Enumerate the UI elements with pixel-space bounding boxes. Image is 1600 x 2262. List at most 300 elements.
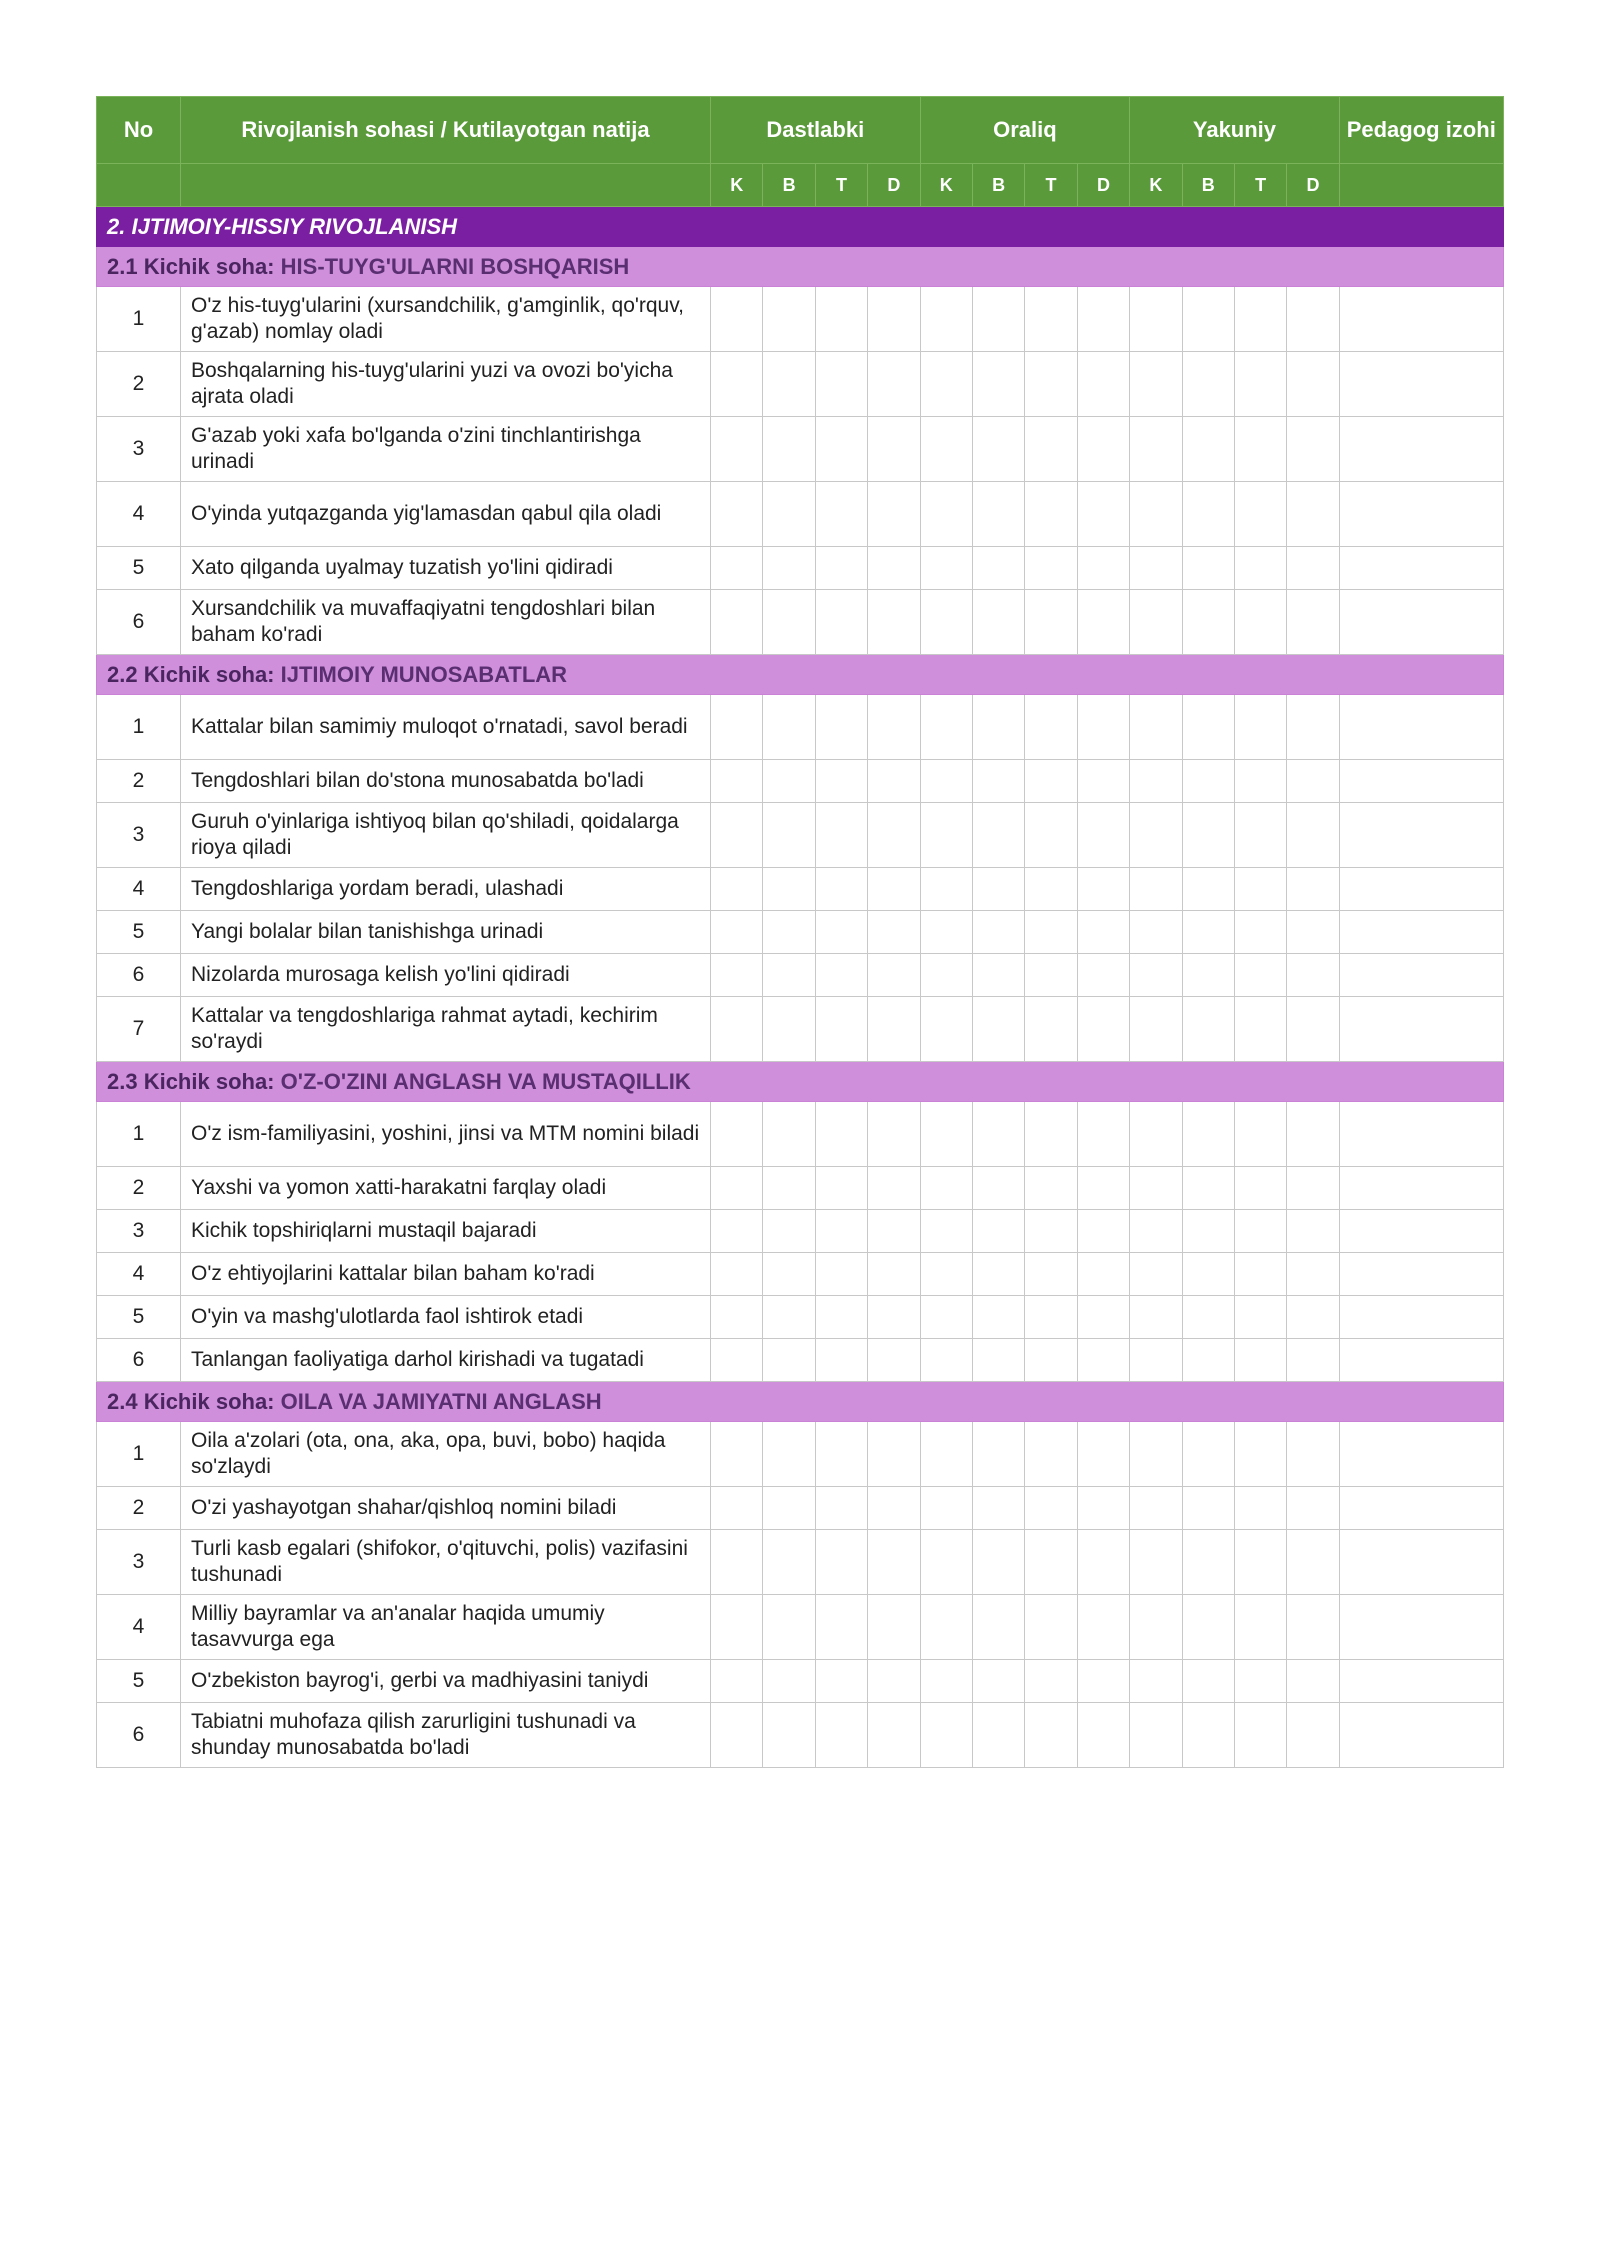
score-cell[interactable] [920,1660,972,1703]
score-cell[interactable] [920,547,972,590]
score-cell[interactable] [763,1339,815,1382]
score-cell[interactable] [1130,1595,1182,1660]
score-cell[interactable] [1182,1102,1234,1167]
score-cell[interactable] [868,482,920,547]
score-cell[interactable] [920,1296,972,1339]
score-cell[interactable] [1130,868,1182,911]
score-cell[interactable] [1234,695,1286,760]
score-cell[interactable] [815,590,867,655]
score-cell[interactable] [972,997,1024,1062]
score-cell[interactable] [815,1253,867,1296]
score-cell[interactable] [1077,1253,1129,1296]
score-cell[interactable] [1130,1339,1182,1382]
score-cell[interactable] [1287,1296,1339,1339]
score-cell[interactable] [1025,1210,1077,1253]
score-cell[interactable] [1130,417,1182,482]
score-cell[interactable] [868,803,920,868]
score-cell[interactable] [1182,868,1234,911]
score-cell[interactable] [711,590,763,655]
score-cell[interactable] [711,1487,763,1530]
teacher-note-cell[interactable] [1339,1703,1503,1768]
score-cell[interactable] [1025,954,1077,997]
teacher-note-cell[interactable] [1339,417,1503,482]
score-cell[interactable] [1025,911,1077,954]
score-cell[interactable] [920,1703,972,1768]
teacher-note-cell[interactable] [1339,287,1503,352]
score-cell[interactable] [763,1703,815,1768]
score-cell[interactable] [711,695,763,760]
score-cell[interactable] [1025,287,1077,352]
score-cell[interactable] [711,1530,763,1595]
score-cell[interactable] [1025,590,1077,655]
score-cell[interactable] [1234,547,1286,590]
score-cell[interactable] [1234,1253,1286,1296]
score-cell[interactable] [868,1487,920,1530]
teacher-note-cell[interactable] [1339,1167,1503,1210]
score-cell[interactable] [972,1530,1024,1595]
score-cell[interactable] [815,482,867,547]
score-cell[interactable] [1287,1102,1339,1167]
score-cell[interactable] [1077,1703,1129,1768]
teacher-note-cell[interactable] [1339,954,1503,997]
score-cell[interactable] [1025,868,1077,911]
score-cell[interactable] [920,1595,972,1660]
score-cell[interactable] [815,1210,867,1253]
score-cell[interactable] [972,1102,1024,1167]
score-cell[interactable] [1234,1660,1286,1703]
score-cell[interactable] [815,997,867,1062]
score-cell[interactable] [1234,1210,1286,1253]
score-cell[interactable] [1182,1487,1234,1530]
score-cell[interactable] [1287,1167,1339,1210]
score-cell[interactable] [868,911,920,954]
score-cell[interactable] [763,1253,815,1296]
score-cell[interactable] [711,352,763,417]
score-cell[interactable] [1182,760,1234,803]
score-cell[interactable] [1234,287,1286,352]
score-cell[interactable] [1287,547,1339,590]
score-cell[interactable] [920,482,972,547]
score-cell[interactable] [1234,352,1286,417]
score-cell[interactable] [1077,760,1129,803]
score-cell[interactable] [1182,1703,1234,1768]
score-cell[interactable] [1130,760,1182,803]
score-cell[interactable] [1130,1253,1182,1296]
score-cell[interactable] [1130,1703,1182,1768]
score-cell[interactable] [815,760,867,803]
score-cell[interactable] [868,760,920,803]
score-cell[interactable] [763,1660,815,1703]
score-cell[interactable] [1234,590,1286,655]
score-cell[interactable] [711,997,763,1062]
score-cell[interactable] [1287,1703,1339,1768]
score-cell[interactable] [815,1703,867,1768]
score-cell[interactable] [711,803,763,868]
score-cell[interactable] [763,997,815,1062]
score-cell[interactable] [1025,352,1077,417]
score-cell[interactable] [1287,417,1339,482]
teacher-note-cell[interactable] [1339,1422,1503,1487]
score-cell[interactable] [1287,1339,1339,1382]
score-cell[interactable] [868,590,920,655]
teacher-note-cell[interactable] [1339,1296,1503,1339]
score-cell[interactable] [711,287,763,352]
score-cell[interactable] [815,1102,867,1167]
score-cell[interactable] [815,1422,867,1487]
score-cell[interactable] [711,547,763,590]
score-cell[interactable] [711,1703,763,1768]
score-cell[interactable] [868,1660,920,1703]
score-cell[interactable] [763,1210,815,1253]
score-cell[interactable] [763,547,815,590]
score-cell[interactable] [1234,1487,1286,1530]
score-cell[interactable] [711,1339,763,1382]
score-cell[interactable] [815,1167,867,1210]
score-cell[interactable] [1182,1167,1234,1210]
score-cell[interactable] [1130,287,1182,352]
score-cell[interactable] [1182,954,1234,997]
score-cell[interactable] [972,695,1024,760]
score-cell[interactable] [1287,1530,1339,1595]
score-cell[interactable] [1287,1487,1339,1530]
teacher-note-cell[interactable] [1339,482,1503,547]
score-cell[interactable] [763,954,815,997]
teacher-note-cell[interactable] [1339,868,1503,911]
score-cell[interactable] [1025,1703,1077,1768]
score-cell[interactable] [868,352,920,417]
score-cell[interactable] [972,1487,1024,1530]
teacher-note-cell[interactable] [1339,1487,1503,1530]
score-cell[interactable] [920,997,972,1062]
score-cell[interactable] [1287,482,1339,547]
score-cell[interactable] [1077,1422,1129,1487]
score-cell[interactable] [972,1660,1024,1703]
score-cell[interactable] [815,1296,867,1339]
score-cell[interactable] [920,760,972,803]
score-cell[interactable] [763,287,815,352]
score-cell[interactable] [1077,1530,1129,1595]
score-cell[interactable] [1234,760,1286,803]
score-cell[interactable] [763,803,815,868]
score-cell[interactable] [972,590,1024,655]
score-cell[interactable] [1077,547,1129,590]
score-cell[interactable] [1182,695,1234,760]
score-cell[interactable] [972,1422,1024,1487]
score-cell[interactable] [1025,547,1077,590]
score-cell[interactable] [1130,911,1182,954]
score-cell[interactable] [1234,417,1286,482]
score-cell[interactable] [815,695,867,760]
score-cell[interactable] [972,760,1024,803]
score-cell[interactable] [1130,590,1182,655]
score-cell[interactable] [1234,1703,1286,1768]
score-cell[interactable] [972,1253,1024,1296]
score-cell[interactable] [1287,1660,1339,1703]
score-cell[interactable] [1025,997,1077,1062]
teacher-note-cell[interactable] [1339,547,1503,590]
score-cell[interactable] [711,911,763,954]
score-cell[interactable] [920,695,972,760]
score-cell[interactable] [920,352,972,417]
score-cell[interactable] [1077,1660,1129,1703]
score-cell[interactable] [1130,547,1182,590]
score-cell[interactable] [1077,352,1129,417]
score-cell[interactable] [972,803,1024,868]
score-cell[interactable] [763,1422,815,1487]
score-cell[interactable] [1077,695,1129,760]
score-cell[interactable] [868,1703,920,1768]
score-cell[interactable] [920,417,972,482]
score-cell[interactable] [920,868,972,911]
score-cell[interactable] [972,911,1024,954]
score-cell[interactable] [1025,1530,1077,1595]
score-cell[interactable] [1130,1660,1182,1703]
score-cell[interactable] [1077,1296,1129,1339]
score-cell[interactable] [1025,1595,1077,1660]
score-cell[interactable] [1025,1339,1077,1382]
score-cell[interactable] [868,1422,920,1487]
score-cell[interactable] [920,1487,972,1530]
score-cell[interactable] [711,482,763,547]
score-cell[interactable] [763,1487,815,1530]
score-cell[interactable] [1182,1339,1234,1382]
score-cell[interactable] [1234,1530,1286,1595]
score-cell[interactable] [920,590,972,655]
score-cell[interactable] [868,1167,920,1210]
score-cell[interactable] [972,547,1024,590]
score-cell[interactable] [1130,954,1182,997]
score-cell[interactable] [1077,1167,1129,1210]
score-cell[interactable] [1077,1595,1129,1660]
score-cell[interactable] [1130,1487,1182,1530]
score-cell[interactable] [972,954,1024,997]
score-cell[interactable] [920,954,972,997]
score-cell[interactable] [815,803,867,868]
teacher-note-cell[interactable] [1339,1102,1503,1167]
teacher-note-cell[interactable] [1339,1530,1503,1595]
score-cell[interactable] [920,1339,972,1382]
score-cell[interactable] [1287,911,1339,954]
score-cell[interactable] [1234,1595,1286,1660]
score-cell[interactable] [1025,482,1077,547]
score-cell[interactable] [1025,1102,1077,1167]
score-cell[interactable] [1287,868,1339,911]
teacher-note-cell[interactable] [1339,911,1503,954]
teacher-note-cell[interactable] [1339,352,1503,417]
score-cell[interactable] [763,911,815,954]
score-cell[interactable] [1182,1530,1234,1595]
score-cell[interactable] [1182,1210,1234,1253]
score-cell[interactable] [1182,997,1234,1062]
score-cell[interactable] [1287,287,1339,352]
score-cell[interactable] [1130,1296,1182,1339]
score-cell[interactable] [1077,1339,1129,1382]
score-cell[interactable] [1287,1422,1339,1487]
score-cell[interactable] [1287,352,1339,417]
score-cell[interactable] [1234,868,1286,911]
score-cell[interactable] [1182,803,1234,868]
score-cell[interactable] [1287,760,1339,803]
score-cell[interactable] [1234,803,1286,868]
score-cell[interactable] [1130,997,1182,1062]
score-cell[interactable] [711,760,763,803]
score-cell[interactable] [815,1595,867,1660]
teacher-note-cell[interactable] [1339,760,1503,803]
score-cell[interactable] [868,997,920,1062]
score-cell[interactable] [1234,1339,1286,1382]
score-cell[interactable] [763,760,815,803]
score-cell[interactable] [1025,1422,1077,1487]
score-cell[interactable] [1130,1530,1182,1595]
score-cell[interactable] [763,1530,815,1595]
score-cell[interactable] [1025,760,1077,803]
score-cell[interactable] [1287,997,1339,1062]
score-cell[interactable] [920,803,972,868]
score-cell[interactable] [1077,868,1129,911]
score-cell[interactable] [763,695,815,760]
score-cell[interactable] [868,1253,920,1296]
score-cell[interactable] [711,1167,763,1210]
teacher-note-cell[interactable] [1339,1339,1503,1382]
score-cell[interactable] [1287,954,1339,997]
score-cell[interactable] [1077,1102,1129,1167]
score-cell[interactable] [1130,803,1182,868]
score-cell[interactable] [815,911,867,954]
score-cell[interactable] [711,868,763,911]
score-cell[interactable] [972,1167,1024,1210]
score-cell[interactable] [1025,803,1077,868]
score-cell[interactable] [1077,417,1129,482]
score-cell[interactable] [972,1339,1024,1382]
score-cell[interactable] [1182,287,1234,352]
score-cell[interactable] [972,417,1024,482]
score-cell[interactable] [815,1530,867,1595]
score-cell[interactable] [815,868,867,911]
score-cell[interactable] [1077,911,1129,954]
score-cell[interactable] [1182,1595,1234,1660]
teacher-note-cell[interactable] [1339,1660,1503,1703]
score-cell[interactable] [763,1102,815,1167]
score-cell[interactable] [1077,482,1129,547]
score-cell[interactable] [1234,911,1286,954]
score-cell[interactable] [1182,1296,1234,1339]
score-cell[interactable] [1077,803,1129,868]
score-cell[interactable] [868,287,920,352]
teacher-note-cell[interactable] [1339,803,1503,868]
score-cell[interactable] [972,482,1024,547]
teacher-note-cell[interactable] [1339,1595,1503,1660]
teacher-note-cell[interactable] [1339,590,1503,655]
score-cell[interactable] [1130,1102,1182,1167]
score-cell[interactable] [1234,997,1286,1062]
score-cell[interactable] [815,954,867,997]
score-cell[interactable] [920,1253,972,1296]
score-cell[interactable] [1182,547,1234,590]
score-cell[interactable] [868,1339,920,1382]
score-cell[interactable] [1182,590,1234,655]
score-cell[interactable] [868,547,920,590]
score-cell[interactable] [920,1102,972,1167]
score-cell[interactable] [1130,1167,1182,1210]
score-cell[interactable] [1025,1253,1077,1296]
score-cell[interactable] [972,1210,1024,1253]
score-cell[interactable] [1182,482,1234,547]
score-cell[interactable] [1182,417,1234,482]
score-cell[interactable] [763,590,815,655]
score-cell[interactable] [711,1422,763,1487]
score-cell[interactable] [1287,590,1339,655]
score-cell[interactable] [1130,1422,1182,1487]
score-cell[interactable] [868,1595,920,1660]
score-cell[interactable] [1130,352,1182,417]
score-cell[interactable] [1234,1296,1286,1339]
score-cell[interactable] [868,1296,920,1339]
score-cell[interactable] [711,1253,763,1296]
score-cell[interactable] [763,1296,815,1339]
score-cell[interactable] [1025,695,1077,760]
score-cell[interactable] [763,1595,815,1660]
score-cell[interactable] [763,417,815,482]
score-cell[interactable] [868,695,920,760]
score-cell[interactable] [1130,1210,1182,1253]
score-cell[interactable] [711,1102,763,1167]
score-cell[interactable] [920,911,972,954]
score-cell[interactable] [1025,417,1077,482]
score-cell[interactable] [972,1296,1024,1339]
score-cell[interactable] [815,287,867,352]
score-cell[interactable] [815,1339,867,1382]
score-cell[interactable] [815,1660,867,1703]
score-cell[interactable] [763,352,815,417]
score-cell[interactable] [868,417,920,482]
score-cell[interactable] [1234,482,1286,547]
score-cell[interactable] [815,1487,867,1530]
score-cell[interactable] [711,1210,763,1253]
score-cell[interactable] [1130,695,1182,760]
teacher-note-cell[interactable] [1339,1253,1503,1296]
score-cell[interactable] [1077,1210,1129,1253]
score-cell[interactable] [1025,1167,1077,1210]
score-cell[interactable] [1234,1167,1286,1210]
score-cell[interactable] [920,1422,972,1487]
score-cell[interactable] [711,417,763,482]
score-cell[interactable] [1287,695,1339,760]
score-cell[interactable] [763,482,815,547]
score-cell[interactable] [1234,1422,1286,1487]
score-cell[interactable] [711,954,763,997]
score-cell[interactable] [1077,954,1129,997]
score-cell[interactable] [1025,1296,1077,1339]
score-cell[interactable] [868,954,920,997]
score-cell[interactable] [1130,482,1182,547]
score-cell[interactable] [1287,1210,1339,1253]
score-cell[interactable] [1182,1253,1234,1296]
score-cell[interactable] [972,1595,1024,1660]
score-cell[interactable] [972,1703,1024,1768]
score-cell[interactable] [1234,954,1286,997]
teacher-note-cell[interactable] [1339,695,1503,760]
score-cell[interactable] [763,868,815,911]
score-cell[interactable] [920,1167,972,1210]
score-cell[interactable] [868,868,920,911]
score-cell[interactable] [868,1210,920,1253]
score-cell[interactable] [1077,997,1129,1062]
score-cell[interactable] [920,287,972,352]
score-cell[interactable] [972,352,1024,417]
score-cell[interactable] [711,1595,763,1660]
teacher-note-cell[interactable] [1339,997,1503,1062]
score-cell[interactable] [1287,1595,1339,1660]
